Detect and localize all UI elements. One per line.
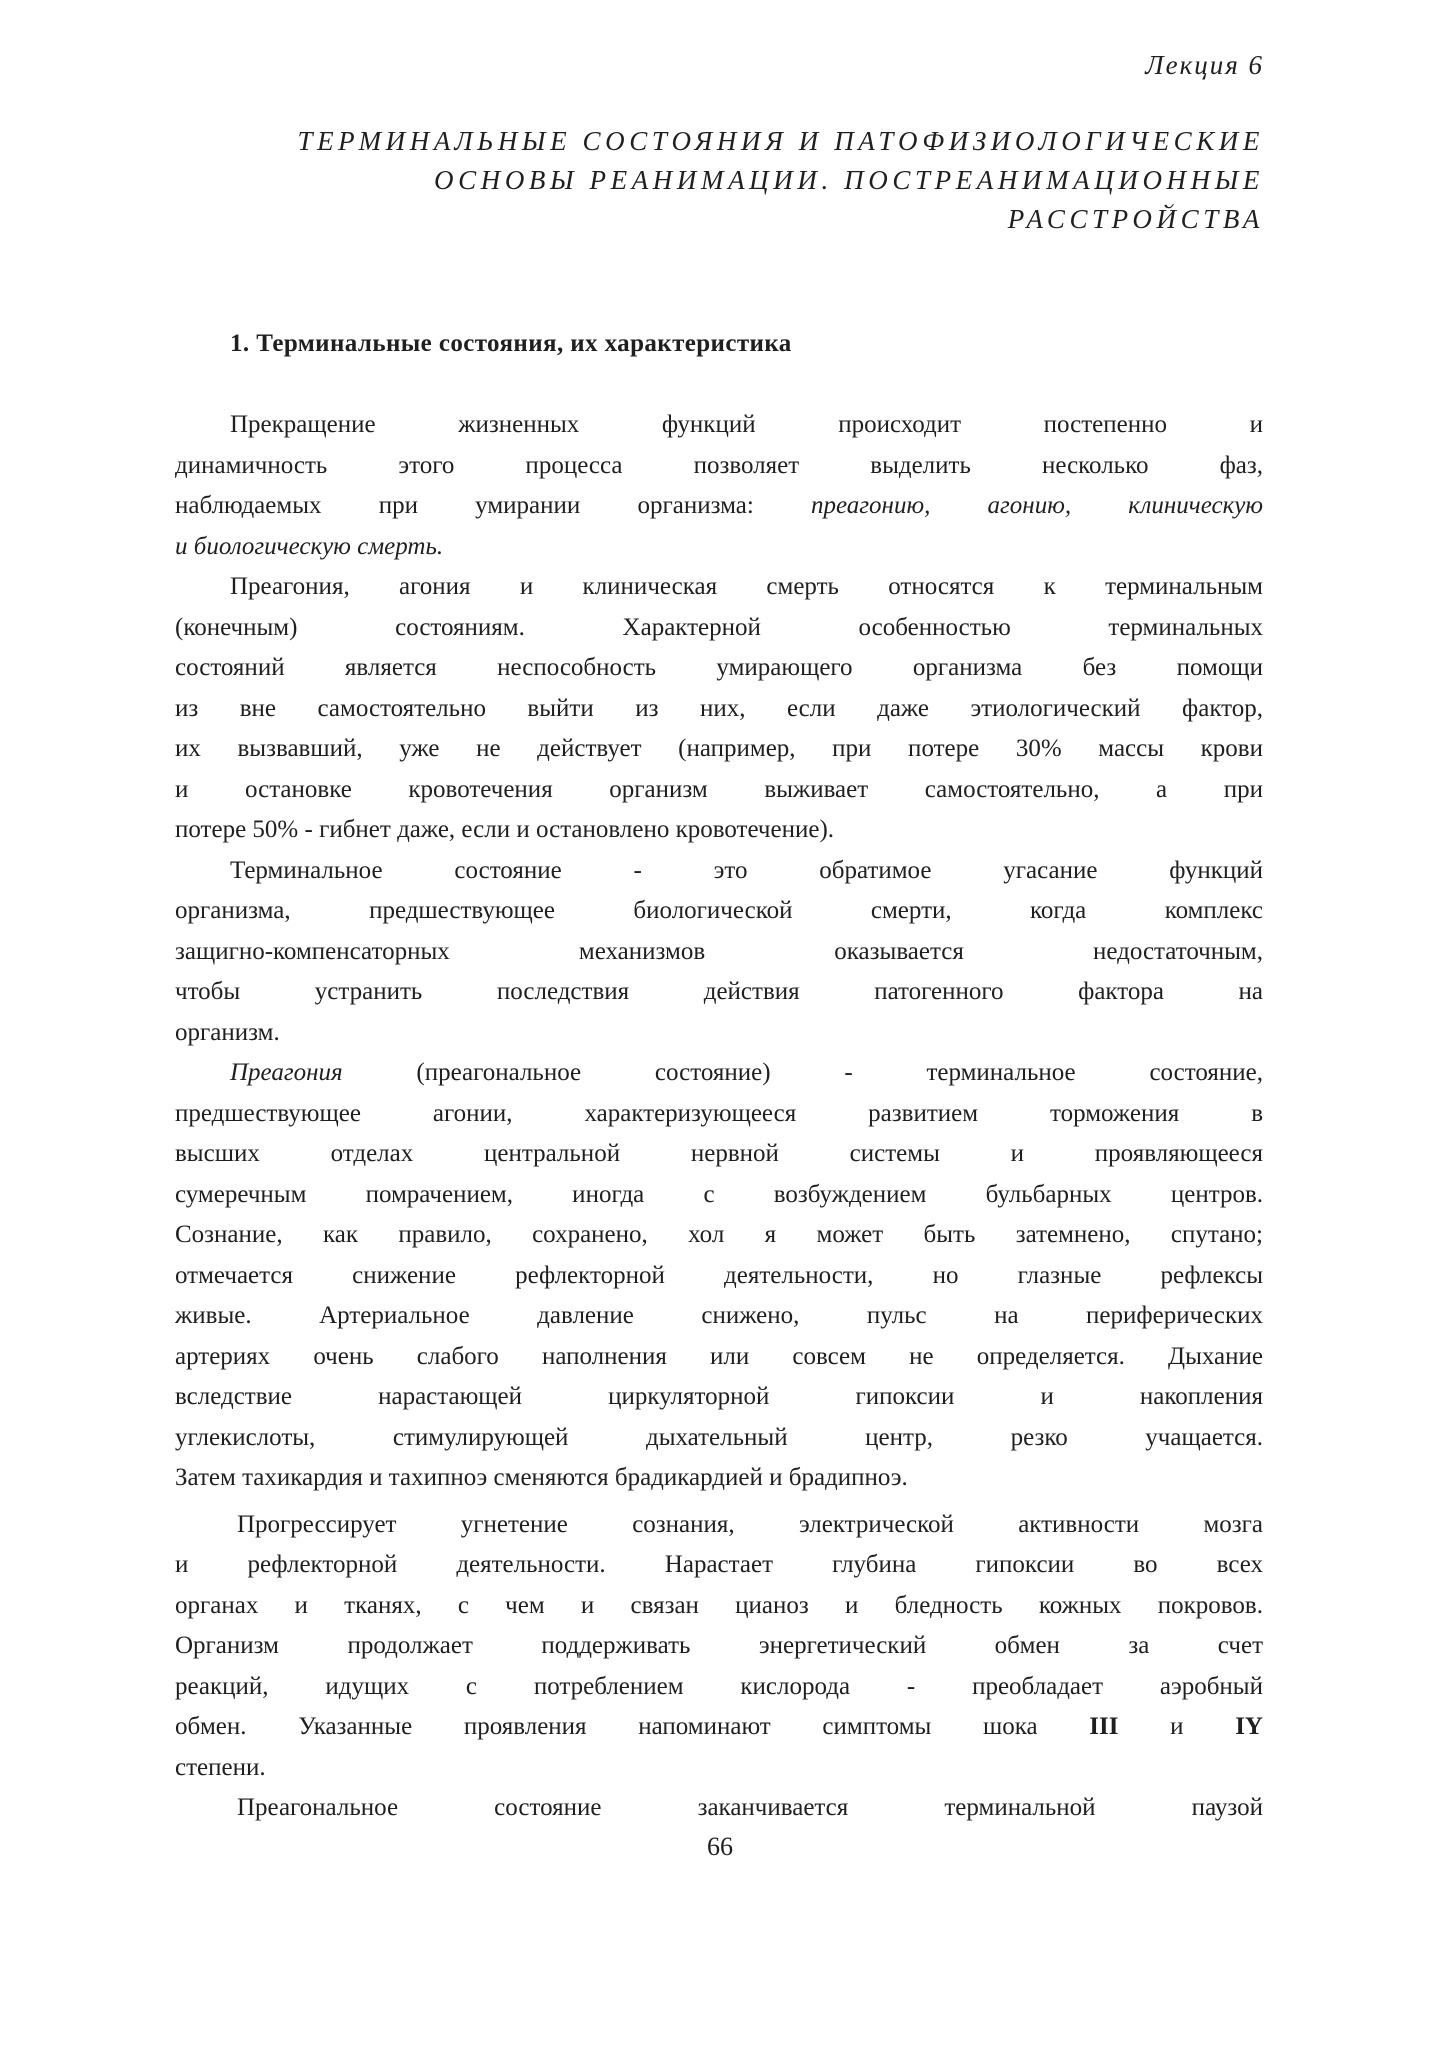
text-line: Прекращение жизненных функций происходит постепенно и (230, 411, 1263, 438)
text-line: органах и тканях, с чем и связан цианоз и бледность кожных покровов. (175, 1591, 1263, 1619)
body-text (175, 405, 1263, 1829)
paragraph (175, 1505, 1263, 1789)
text-line: потере 50% - гибнет даже, если и остановлено кровотечение). (175, 816, 835, 843)
italic-term: преагонию, агонию, клиническую (811, 492, 1263, 519)
text-line: их вызвавший, уже не действует (например, при потере 30% массы крови (175, 735, 1263, 762)
text-line: организма, предшествующее биологической смерти, когда комплекс (175, 897, 1263, 924)
text-line: Затем тахикардия и тахипноэ сменяются брадикардией и брадипноэ. (175, 1464, 908, 1491)
text-span: и (1118, 1713, 1236, 1740)
text-line: организм. (175, 1018, 280, 1046)
text-line (175, 1053, 1263, 1094)
text-line: Прогрессирует угнетение сознания, электрической активности мозга (237, 1510, 1263, 1538)
text-line: Сознание, как правило, сохранено, хол я может быть затемнено, спутано; (175, 1221, 1263, 1248)
chapter-title-line: РАССТРОЙСТВА (1007, 204, 1264, 234)
text-line: и остановке кровотечения организм выживает самостоятельно, а при (175, 775, 1263, 803)
chapter-title-line: ОСНОВЫ РЕАНИМАЦИИ. ПОСТРЕАНИМАЦИОННЫЕ (434, 165, 1264, 195)
chapter-title-line: ТЕРМИНАЛЬНЫЕ СОСТОЯНИЯ И ПАТОФИЗИОЛОГИЧЕСКИЕ (297, 126, 1264, 156)
text-line: чтобы устранить последствия действия патогенного фактора на (175, 978, 1263, 1005)
paragraph (175, 1788, 1263, 1829)
text-line: из вне самостоятельно выйти из них, если даже этиологический фактор, (175, 694, 1263, 722)
paragraph (175, 1053, 1263, 1499)
text-line: предшествующее агонии, характеризующееся развитием торможения в (175, 1099, 1263, 1127)
italic-term: и биологическую смерть. (175, 532, 444, 560)
text-line: вследствие нарастающей циркуляторной гипоксии и накопления (175, 1383, 1263, 1410)
roman-numeral: III (1089, 1713, 1119, 1740)
text-line: состояний является неспособность умирающего организма без помощи (175, 654, 1263, 681)
text-line: сумеречным помрачением, иногда с возбуждением бульбарных центров. (175, 1180, 1263, 1208)
text-line: реакций, идущих с потреблением кислорода - преобладает аэробный (175, 1672, 1263, 1700)
paragraph (175, 851, 1263, 1054)
text-line: отмечается снижение рефлекторной деятельности, но глазные рефлексы (175, 1261, 1263, 1289)
paragraph (175, 567, 1263, 851)
text-span: обмен. Указанные проявления напоминают симптомы шока (175, 1713, 1090, 1740)
text-line: Организм продолжает поддерживать энергетический обмен за счет (175, 1632, 1263, 1659)
text-line: Преагональное состояние заканчивается терминальной паузой (237, 1794, 1263, 1821)
text-line: высших отделах центральной нервной системы и проявляющееся (175, 1140, 1263, 1167)
text-line: и рефлекторной деятельности. Нарастает глубина гипоксии во всех (175, 1551, 1263, 1578)
text-line (175, 1707, 1263, 1748)
chapter-title (170, 122, 1264, 239)
paragraph (175, 405, 1263, 567)
text-line: углекислоты, стимулирующей дыхательный центр, резко учащается. (175, 1423, 1263, 1451)
roman-numeral: IY (1235, 1713, 1263, 1740)
text-line: живые. Артериальное давление снижено, пульс на периферических (175, 1302, 1263, 1329)
page-number: 66 (707, 1832, 733, 1861)
lecture-label: Лекция 6 (1145, 50, 1264, 80)
text-line: степени. (175, 1753, 266, 1781)
text-line (175, 527, 1263, 568)
text-span: наблюдаемых при умирании организма: (175, 492, 812, 519)
italic-term: Преагония (230, 1059, 343, 1086)
text-line: Терминальное состояние - это обратимое угасание функций (230, 856, 1263, 884)
text-line: защигно-компенсаторных механизмов оказывается недостаточным, (175, 937, 1263, 965)
section-heading: 1. Терминальные состояния, их характеристика (230, 330, 792, 357)
text-line: динамичность этого процесса позволяет выделить несколько фаз, (175, 451, 1263, 479)
text-span: (преагональное состояние) - терминальное состояние, (342, 1059, 1263, 1086)
text-line (175, 486, 1263, 527)
text-line: Преагония, агония и клиническая смерть относятся к терминальным (230, 573, 1263, 600)
text-line: артериях очень слабого наполнения или совсем не определяется. Дыхание (175, 1342, 1263, 1370)
text-line: (конечным) состояниям. Характерной особенностью терминальных (175, 613, 1263, 641)
